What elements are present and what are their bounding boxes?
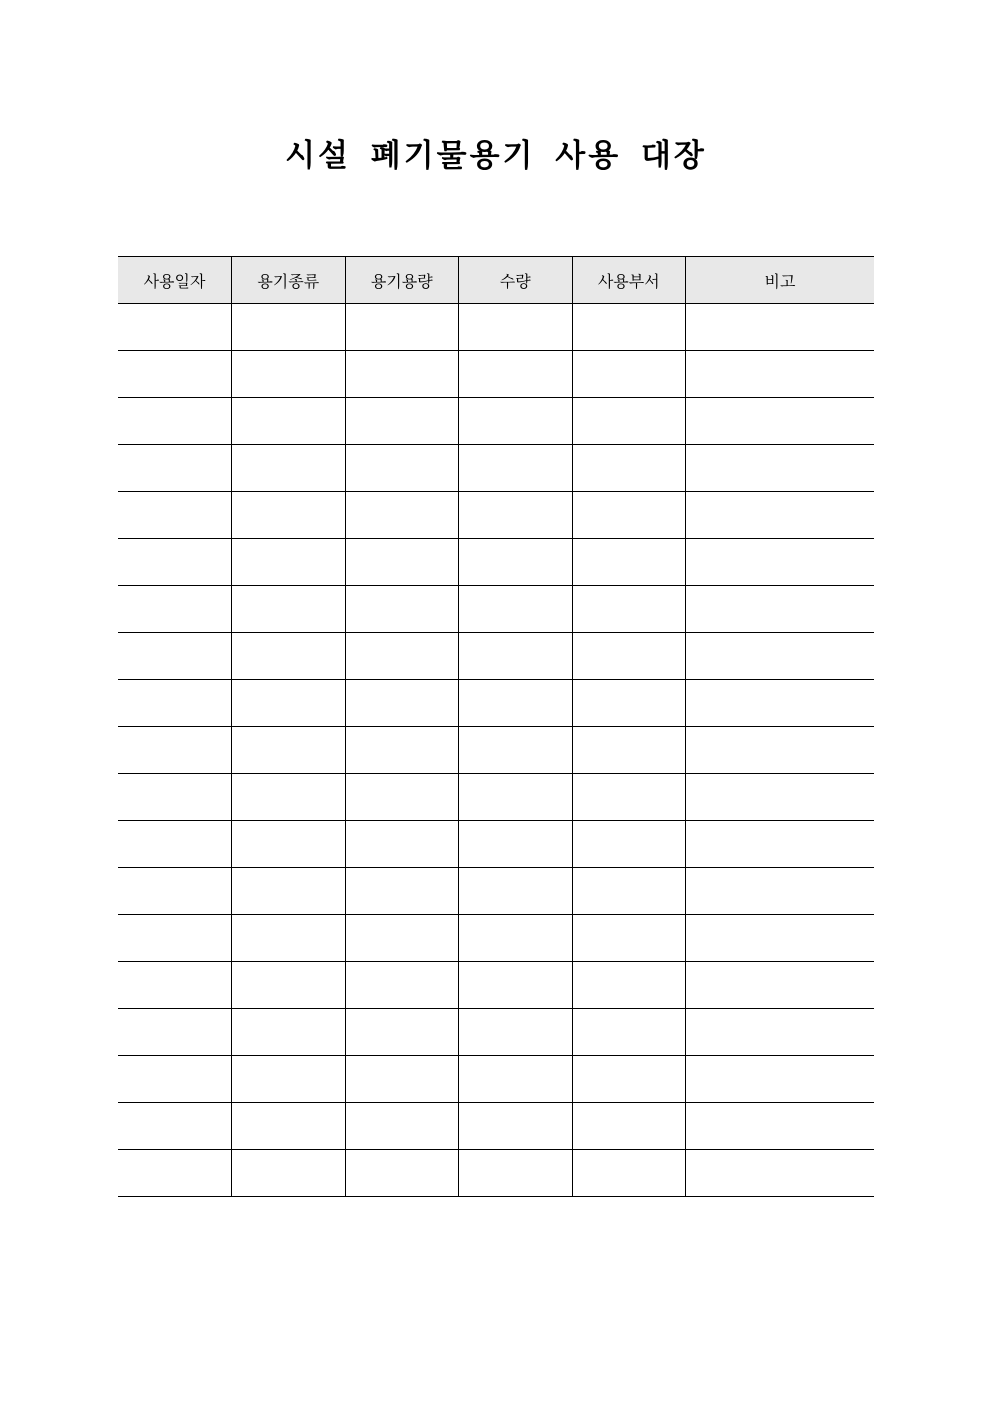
- table-cell[interactable]: [345, 915, 459, 962]
- table-cell[interactable]: [118, 445, 232, 492]
- table-cell[interactable]: [459, 774, 573, 821]
- table-cell[interactable]: [459, 868, 573, 915]
- table-row: [118, 492, 874, 539]
- table-cell[interactable]: [118, 915, 232, 962]
- table-row: [118, 1150, 874, 1197]
- table-cell[interactable]: [118, 1009, 232, 1056]
- table-row: [118, 398, 874, 445]
- table-row: [118, 633, 874, 680]
- table-cell[interactable]: [232, 492, 346, 539]
- column-header-remarks: 비고: [686, 257, 875, 304]
- table-cell[interactable]: [459, 727, 573, 774]
- table-row: [118, 680, 874, 727]
- header-row: [118, 257, 874, 304]
- table-row: [118, 1103, 874, 1150]
- table-cell[interactable]: [686, 351, 875, 398]
- table-cell[interactable]: [118, 1056, 232, 1103]
- table-cell[interactable]: [345, 351, 459, 398]
- table-cell[interactable]: [345, 633, 459, 680]
- table-cell[interactable]: [572, 304, 686, 351]
- table-cell[interactable]: [572, 1009, 686, 1056]
- table-cell[interactable]: [345, 1150, 459, 1197]
- table-cell[interactable]: [345, 1009, 459, 1056]
- table-cell[interactable]: [572, 1056, 686, 1103]
- table-cell[interactable]: [232, 398, 346, 445]
- table-cell[interactable]: [572, 1103, 686, 1150]
- table-cell[interactable]: [686, 1056, 875, 1103]
- table-cell[interactable]: [572, 633, 686, 680]
- table-cell[interactable]: [345, 727, 459, 774]
- table-cell[interactable]: [345, 1056, 459, 1103]
- table-cell[interactable]: [345, 586, 459, 633]
- table-cell[interactable]: [118, 586, 232, 633]
- table-cell[interactable]: [686, 586, 875, 633]
- table-cell[interactable]: [232, 774, 346, 821]
- table-cell[interactable]: [232, 680, 346, 727]
- table-cell[interactable]: [686, 962, 875, 1009]
- table-row: [118, 727, 874, 774]
- table-cell[interactable]: [686, 445, 875, 492]
- table-cell[interactable]: [686, 727, 875, 774]
- table-cell[interactable]: [686, 868, 875, 915]
- table-cell[interactable]: [572, 586, 686, 633]
- table-cell[interactable]: [686, 633, 875, 680]
- table-cell[interactable]: [572, 868, 686, 915]
- table-cell[interactable]: [459, 915, 573, 962]
- table-cell[interactable]: [345, 680, 459, 727]
- ledger-body: [118, 304, 874, 1197]
- table-cell[interactable]: [232, 445, 346, 492]
- table-cell[interactable]: [232, 868, 346, 915]
- table-cell[interactable]: [118, 539, 232, 586]
- table-cell[interactable]: [118, 1103, 232, 1150]
- table-cell[interactable]: [572, 492, 686, 539]
- table-cell[interactable]: [118, 633, 232, 680]
- ledger-table: [118, 256, 874, 1197]
- table-cell[interactable]: [459, 1150, 573, 1197]
- table-cell[interactable]: [118, 398, 232, 445]
- table-cell[interactable]: [232, 351, 346, 398]
- table-cell[interactable]: [232, 1009, 346, 1056]
- table-row: [118, 586, 874, 633]
- table-cell[interactable]: [572, 539, 686, 586]
- table-cell[interactable]: [572, 915, 686, 962]
- table-cell[interactable]: [572, 727, 686, 774]
- column-header-container-capacity: 용기용량: [345, 257, 459, 304]
- table-cell[interactable]: [686, 680, 875, 727]
- table-cell[interactable]: [232, 1150, 346, 1197]
- table-cell[interactable]: [232, 821, 346, 868]
- table-cell[interactable]: [345, 539, 459, 586]
- table-cell[interactable]: [232, 962, 346, 1009]
- table-cell[interactable]: [572, 774, 686, 821]
- table-row: [118, 1056, 874, 1103]
- table-row: [118, 1009, 874, 1056]
- table-row: [118, 821, 874, 868]
- table-cell[interactable]: [459, 1056, 573, 1103]
- table-cell[interactable]: [345, 398, 459, 445]
- table-cell[interactable]: [459, 962, 573, 1009]
- table-cell[interactable]: [572, 351, 686, 398]
- table-cell[interactable]: [345, 1103, 459, 1150]
- table-cell[interactable]: [345, 774, 459, 821]
- table-cell[interactable]: [572, 821, 686, 868]
- table-cell[interactable]: [686, 539, 875, 586]
- table-row: [118, 915, 874, 962]
- table-cell[interactable]: [118, 351, 232, 398]
- table-cell[interactable]: [459, 398, 573, 445]
- table-cell[interactable]: [459, 1103, 573, 1150]
- table-cell[interactable]: [118, 492, 232, 539]
- table-row: [118, 539, 874, 586]
- table-cell[interactable]: [686, 821, 875, 868]
- table-row: [118, 962, 874, 1009]
- table-cell[interactable]: [459, 586, 573, 633]
- table-cell[interactable]: [345, 492, 459, 539]
- table-row: [118, 304, 874, 351]
- table-cell[interactable]: [572, 1150, 686, 1197]
- table-cell[interactable]: [686, 1009, 875, 1056]
- column-header-department: 사용부서: [572, 257, 686, 304]
- table-cell[interactable]: [686, 492, 875, 539]
- table-cell[interactable]: [232, 727, 346, 774]
- table-cell[interactable]: [459, 680, 573, 727]
- table-cell[interactable]: [118, 727, 232, 774]
- table-cell[interactable]: [118, 774, 232, 821]
- table-cell[interactable]: [118, 962, 232, 1009]
- table-cell[interactable]: [686, 398, 875, 445]
- table-cell[interactable]: [459, 351, 573, 398]
- column-header-container-type: 용기종류: [232, 257, 346, 304]
- table-row: [118, 868, 874, 915]
- table-cell[interactable]: [572, 445, 686, 492]
- table-cell[interactable]: [232, 1103, 346, 1150]
- table-row: [118, 774, 874, 821]
- column-header-quantity: 수량: [459, 257, 573, 304]
- table-cell[interactable]: [118, 304, 232, 351]
- table-cell[interactable]: [232, 586, 346, 633]
- table-cell[interactable]: [459, 445, 573, 492]
- table-row: [118, 445, 874, 492]
- table-cell[interactable]: [572, 398, 686, 445]
- table-cell[interactable]: [686, 774, 875, 821]
- table-cell[interactable]: [459, 633, 573, 680]
- table-cell[interactable]: [232, 633, 346, 680]
- table-cell[interactable]: [345, 962, 459, 1009]
- table-cell[interactable]: [118, 680, 232, 727]
- table-cell[interactable]: [118, 821, 232, 868]
- table-cell[interactable]: [232, 915, 346, 962]
- table-row: [118, 351, 874, 398]
- table-cell[interactable]: [686, 915, 875, 962]
- column-header-date: 사용일자: [118, 257, 232, 304]
- table-cell[interactable]: [686, 1103, 875, 1150]
- table-cell[interactable]: [686, 304, 875, 351]
- table-cell[interactable]: [459, 1009, 573, 1056]
- table-cell[interactable]: [572, 962, 686, 1009]
- table-cell[interactable]: [459, 492, 573, 539]
- table-cell[interactable]: [118, 1150, 232, 1197]
- table-cell[interactable]: [232, 539, 346, 586]
- table-cell[interactable]: [345, 821, 459, 868]
- table-cell[interactable]: [232, 1056, 346, 1103]
- table-cell[interactable]: [459, 304, 573, 351]
- table-cell[interactable]: [345, 304, 459, 351]
- table-cell[interactable]: [345, 868, 459, 915]
- table-cell[interactable]: [232, 304, 346, 351]
- table-cell[interactable]: [686, 1150, 875, 1197]
- table-cell[interactable]: [459, 821, 573, 868]
- table-cell[interactable]: [459, 539, 573, 586]
- table-cell[interactable]: [572, 680, 686, 727]
- page-title: 시설 폐기물용기 사용 대장: [285, 138, 707, 174]
- table-cell[interactable]: [118, 868, 232, 915]
- table-cell[interactable]: [345, 445, 459, 492]
